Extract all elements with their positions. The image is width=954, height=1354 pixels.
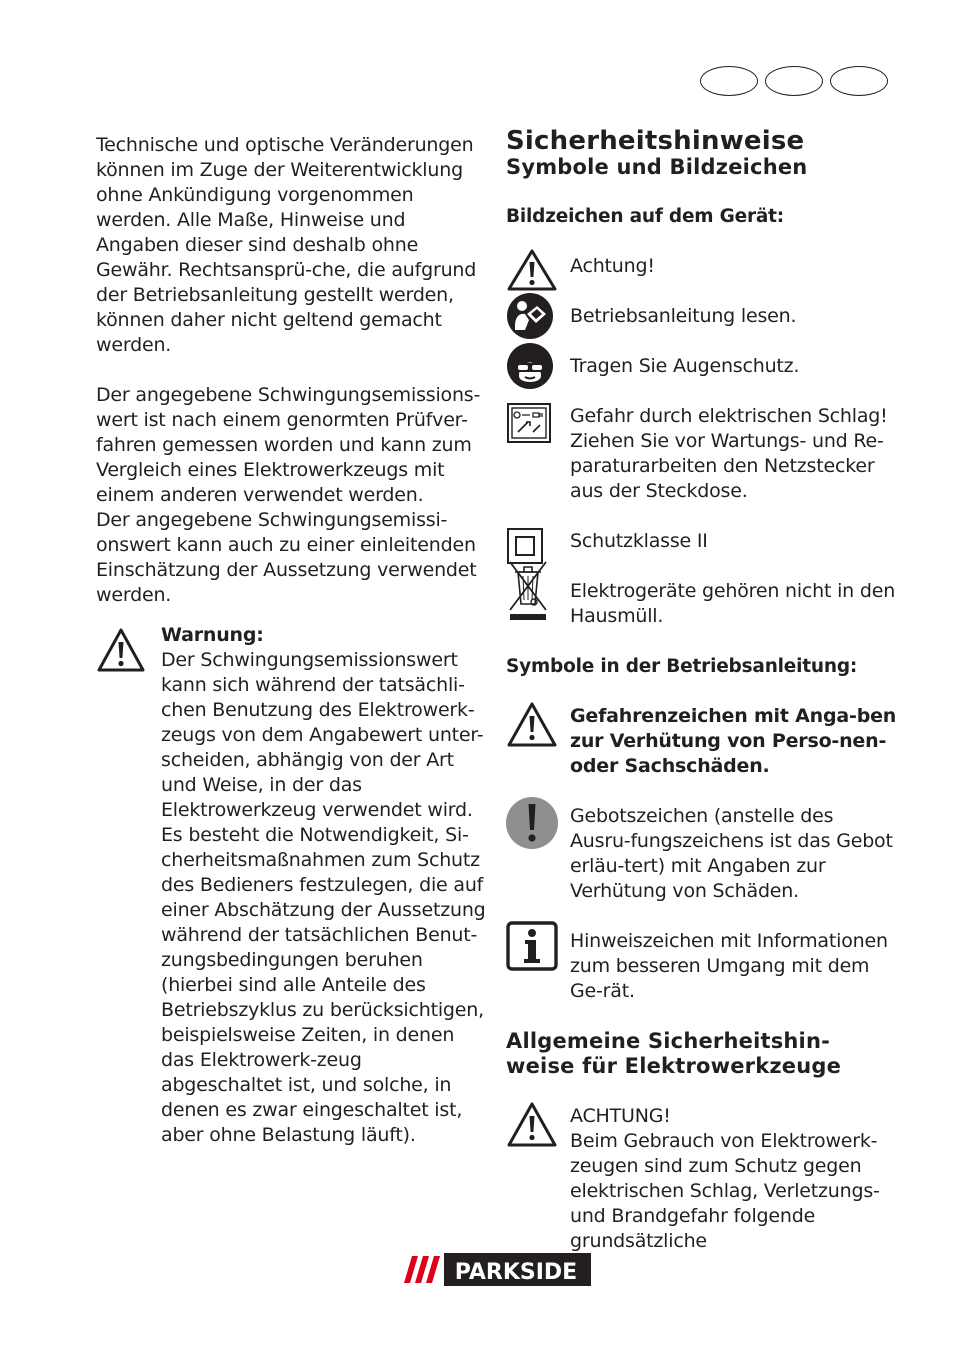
warning-triangle-icon xyxy=(96,627,146,673)
device-symbol-text: Gefahr durch elektrischen Schlag! Ziehen Sie vor Wartungs- und Re-paraturarbeiten den Netzstecker aus der Steckdose. xyxy=(570,405,888,502)
vibration-paragraph: Der angegebene Schwingungsemissions-wert ist nach einem genormten Prüfver-fahren gemessen worden und kann zum Vergleich eines Elektrowerkzeugs mit einem anderen verwendet werden. xyxy=(96,384,481,506)
manual-symbols-heading: Symbole in der Betriebsanleitung: xyxy=(506,656,858,677)
manual-symbol-row xyxy=(506,929,898,1004)
mandatory-sign-icon xyxy=(506,796,558,850)
left-column xyxy=(96,133,486,1148)
device-symbol-text: Tragen Sie Augenschutz. xyxy=(570,355,800,377)
attention-title: ACHTUNG! xyxy=(570,1105,671,1127)
warning-text: Der Schwingungsemissionswert kann sich während der tatsächli-chen Benutzung des Elektrowerk-zeugs von dem Angabewert unter-scheiden, abhängig von der Art und Weise, in der das Elektrowerkzeug verwendet wird. xyxy=(161,649,484,821)
language-oval xyxy=(700,66,758,96)
device-symbol-row xyxy=(506,304,898,329)
info-icon xyxy=(506,921,558,971)
device-symbols-heading: Bildzeichen auf dem Gerät: xyxy=(506,206,785,227)
manual-symbol-text: Gebotszeichen (anstelle des Ausru-fungszeichens ist das Gebot erläu-tert) mit Angaben zur Verhütung von Schäden. xyxy=(570,805,893,902)
general-safety-heading: Allgemeine Sicherheitshin-weise für Elektrowerkzeuge xyxy=(506,1029,842,1078)
section-title: Sicherheitshinweise xyxy=(506,126,805,156)
right-column xyxy=(506,127,898,1254)
technical-changes-paragraph: Technische und optische Veränderungen können im Zuge der Weiterentwicklung ohne Ankündigung vorgenommen werden. Alle Maße, Hinweise und Angaben dieser sind deshalb ohne Gewähr. Rechtsansprü-che, die aufgrund der Betriebsanleitung gestellt werden, können daher nicht geltend gemacht werden. xyxy=(96,134,477,356)
parkside-logo xyxy=(398,1253,591,1286)
warning-block xyxy=(96,623,486,1148)
warning-triangle-icon xyxy=(506,1101,558,1149)
read-manual-icon xyxy=(506,292,554,340)
device-symbol-text: Schutzklasse II xyxy=(570,530,708,552)
warning-triangle-icon xyxy=(506,701,558,749)
unplug-icon xyxy=(506,402,552,444)
warning-text-continued: Es besteht die Notwendigkeit, Si-cherheitsmaßnahmen zum Schutz des Bedieners festzulegen, die auf einer Abschätzung der Aussetzung während der tatsächlichen Benut-zungsbedingungen beruhen (hierbei sind alle Anteile des Betriebszyklus zu berücksichtigen, beispielsweise Zeiten, in denen das Elektrowerk-zeug abgeschaltet ist, und solche, in denen es zwar eingeschaltet ist, aber ohne Belastung läuft). xyxy=(161,824,486,1146)
manual-symbol-row xyxy=(506,804,898,904)
vibration-assessment-paragraph: Der angegebene Schwingungsemissi-onswert kann auch zu einer einleitenden Einschätzung der Aussetzung verwendet werden. xyxy=(96,509,477,606)
attention-block xyxy=(506,1104,898,1254)
eye-protection-icon xyxy=(506,342,554,390)
warning-title: Warnung: xyxy=(161,624,264,646)
manual-symbol-text: Gefahrenzeichen mit Anga-ben zur Verhütung von Perso-nen- oder Sachschäden. xyxy=(570,705,897,777)
device-symbol-row xyxy=(506,354,898,379)
device-symbol-row xyxy=(506,579,898,629)
device-symbol-row xyxy=(506,404,898,504)
language-oval xyxy=(830,66,888,96)
language-ovals xyxy=(700,66,890,98)
attention-text: Beim Gebrauch von Elektrowerk-zeugen sind zum Schutz gegen elektrischen Schlag, Verletzungs- und Brandgefahr folgende grundsätzliche xyxy=(570,1130,880,1252)
section-subtitle: Symbole und Bildzeichen xyxy=(506,155,808,179)
manual-symbol-text: Hinweiszeichen mit Informationen zum besseren Umgang mit dem Ge-rät. xyxy=(570,930,888,1002)
device-symbol-row xyxy=(506,254,898,279)
device-symbol-text: Achtung! xyxy=(570,255,655,277)
language-oval xyxy=(765,66,823,96)
device-symbol-text: Elektrogeräte gehören nicht in den Hausmüll. xyxy=(570,580,896,627)
crossed-bin-icon xyxy=(506,558,550,622)
logo-text: PARKSIDE xyxy=(454,1260,578,1285)
manual-symbol-row xyxy=(506,704,898,779)
device-symbol-text: Betriebsanleitung lesen. xyxy=(570,305,797,327)
device-symbol-row xyxy=(506,529,898,554)
warning-triangle-icon xyxy=(506,248,558,292)
